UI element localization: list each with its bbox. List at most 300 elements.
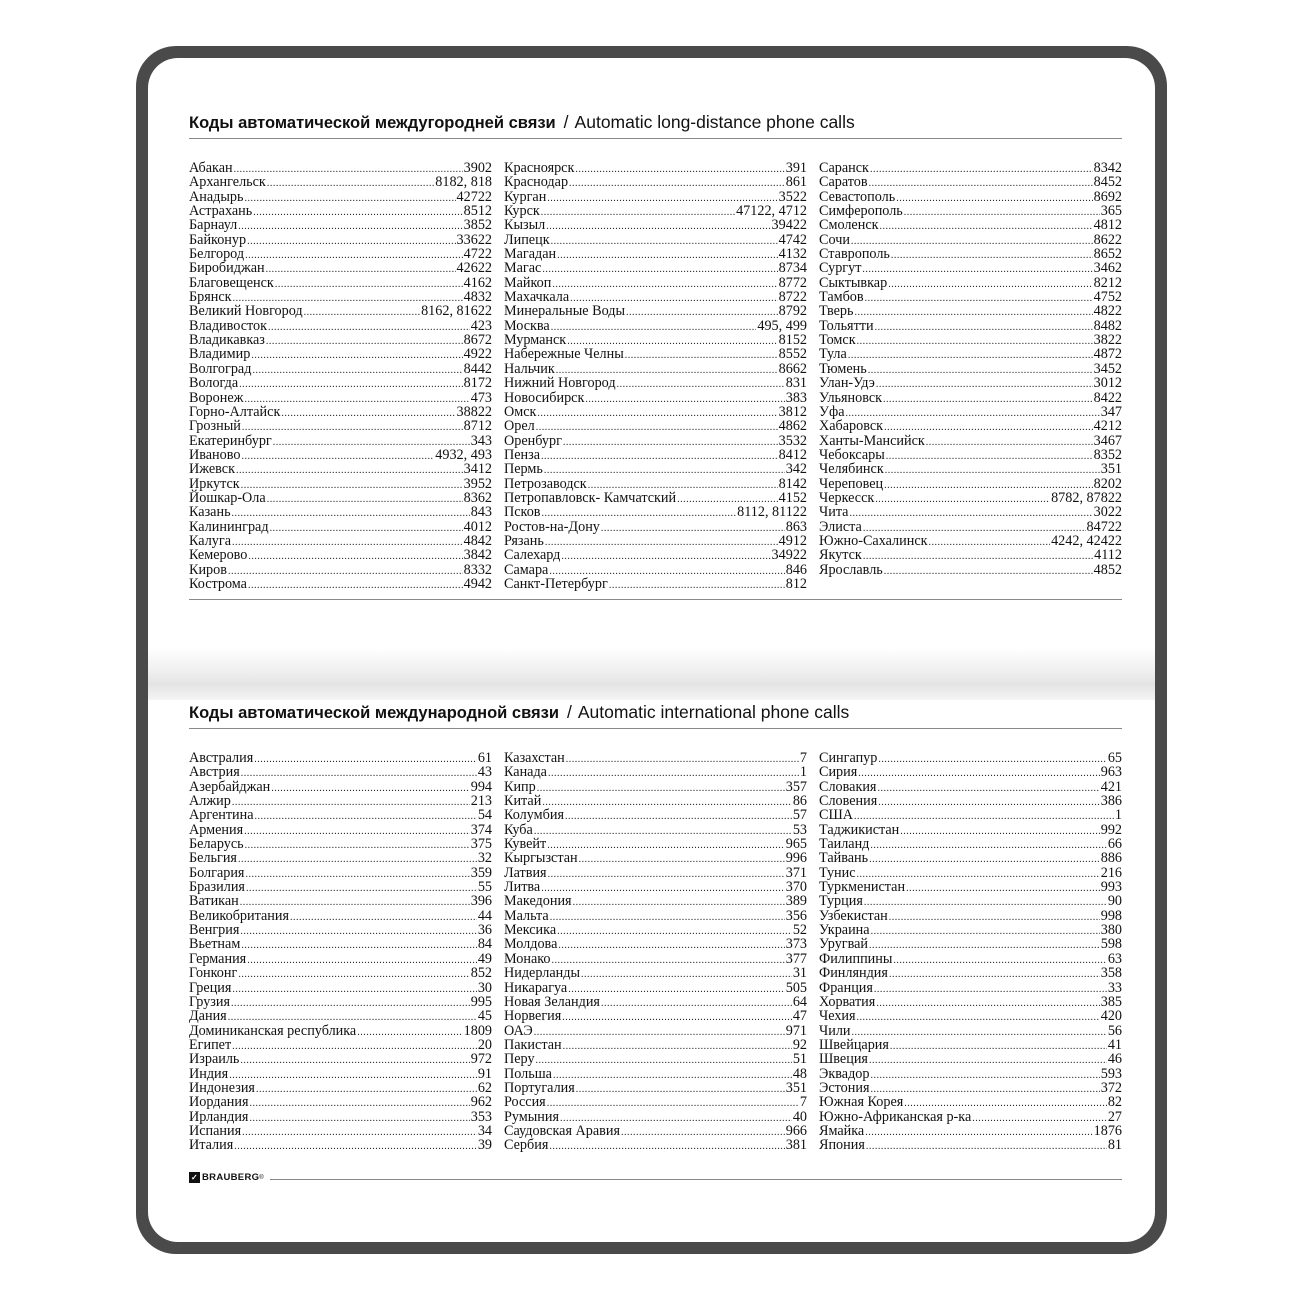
entry-code: 359 (470, 864, 492, 881)
entry-code: 1809 (463, 1022, 492, 1039)
entry-code: 30 (477, 979, 492, 996)
dot-leader (863, 550, 1093, 564)
entry-name: Южно-Африканская р-ка (819, 1108, 972, 1125)
entry-name: Ханты-Мансийск (819, 432, 925, 449)
list-item (819, 880, 1122, 894)
entry-name: Набережные Челны (504, 346, 624, 363)
entry-name: Уфа (819, 403, 845, 420)
list-item (189, 794, 492, 808)
dot-leader (569, 177, 785, 191)
title-separator: / (563, 112, 569, 132)
entry-name: Салехард (504, 547, 561, 564)
dot-leader (255, 810, 477, 824)
entry-code: 1 (799, 764, 807, 781)
dot-leader (876, 378, 1093, 392)
list-item (819, 1124, 1122, 1138)
entry-name: Орел (504, 418, 535, 435)
entry-name: Австрия (189, 764, 240, 781)
dot-leader (241, 939, 477, 953)
list-item (189, 405, 492, 419)
list-item (819, 247, 1122, 261)
list-item (189, 376, 492, 390)
entry-code: 42722 (456, 188, 492, 205)
entry-code: 3522 (778, 188, 807, 205)
entry-code: 54 (477, 807, 492, 824)
entry-name: Архангельск (189, 174, 266, 191)
entry-code: 39 (477, 1137, 492, 1154)
dot-leader (877, 782, 1099, 796)
dot-leader (546, 220, 770, 234)
entry-name: Самара (504, 561, 549, 578)
entry-code: 8734 (778, 260, 807, 277)
dot-leader (854, 306, 1092, 320)
dot-leader (869, 1054, 1107, 1068)
dot-leader (866, 1140, 1107, 1154)
dot-leader (240, 925, 476, 939)
dot-leader (579, 853, 785, 867)
dot-leader (549, 1140, 784, 1154)
list-item (504, 751, 807, 765)
entry-name: Куба (504, 821, 533, 838)
entry-code: 3467 (1093, 432, 1122, 449)
list-item (504, 894, 807, 908)
list-item (819, 1081, 1122, 1095)
entry-code: 8622 (1093, 231, 1122, 248)
dot-leader (575, 163, 784, 177)
list-item (819, 477, 1122, 491)
list-item (819, 866, 1122, 880)
footer-rule (270, 1179, 1122, 1180)
list-item (189, 780, 492, 794)
entry-name: Бразилия (189, 879, 245, 896)
entry-name: Китай (504, 793, 542, 810)
dot-leader (267, 493, 463, 507)
entry-code: 65 (1107, 750, 1122, 766)
entry-name: Германия (189, 950, 247, 967)
entry-code: 863 (785, 518, 807, 535)
entry-code: 962 (470, 1094, 492, 1111)
dot-leader (534, 1026, 785, 1040)
dot-leader (875, 321, 1093, 335)
entry-code: 34 (477, 1122, 492, 1139)
entry-name: Уругвай (819, 936, 869, 953)
entry-code: 495, 499 (757, 317, 807, 334)
list-item (504, 290, 807, 304)
list-item (504, 548, 807, 562)
entry-code: 971 (785, 1022, 807, 1039)
list-item (504, 247, 807, 261)
entry-code: 4242, 42422 (1051, 532, 1122, 549)
dot-leader (869, 853, 1100, 867)
list-item (819, 391, 1122, 405)
entry-name: Махачкала (504, 289, 570, 306)
list-item (504, 319, 807, 333)
entry-name: Казахстан (504, 750, 565, 766)
list-item (504, 794, 807, 808)
entry-name: Чили (819, 1022, 851, 1039)
brand-logo (189, 1172, 264, 1183)
list-item (189, 477, 492, 491)
dot-leader (547, 1097, 799, 1111)
dot-leader (541, 206, 735, 220)
entry-name: Узбекистан (819, 907, 888, 924)
entry-code: 965 (785, 836, 807, 853)
entry-code: 972 (470, 1051, 492, 1068)
list-item (819, 520, 1122, 534)
entry-name: Челябинск (819, 461, 884, 478)
entry-name: Липецк (504, 231, 550, 248)
entry-name: Нижний Новгород (504, 375, 616, 392)
entry-name: Чехия (819, 1008, 856, 1025)
list-item (819, 276, 1122, 290)
dot-leader (566, 753, 799, 767)
list-item (189, 520, 492, 534)
list-item (819, 937, 1122, 951)
entry-code: 55 (477, 879, 492, 896)
dot-leader (542, 263, 777, 277)
dot-leader (271, 782, 469, 796)
dot-leader (552, 954, 785, 968)
entry-name: Финляндия (819, 965, 888, 982)
entry-code: 8112, 81122 (737, 504, 807, 521)
dot-leader (926, 436, 1093, 450)
entry-name: Словакия (819, 778, 877, 795)
list-item (189, 505, 492, 519)
entry-code: 8182, 818 (435, 174, 492, 191)
entry-name: Монако (504, 950, 551, 967)
domestic-section (189, 112, 1122, 592)
dot-leader (542, 796, 791, 810)
dot-leader (878, 796, 1099, 810)
entry-code: 356 (785, 907, 807, 924)
dot-leader (857, 1011, 1100, 1025)
entry-name: Греция (189, 979, 232, 996)
dot-leader (248, 579, 463, 593)
dot-leader (253, 206, 462, 220)
dot-leader (536, 1054, 792, 1068)
entry-name: Тольятти (819, 317, 874, 334)
entry-name: Сочи (819, 231, 850, 248)
entry-name: Гонконг (189, 965, 238, 982)
entry-code: 38822 (456, 403, 492, 420)
entry-code: 992 (1100, 821, 1122, 838)
entry-code: 8782, 87822 (1051, 489, 1122, 506)
dot-leader (568, 983, 784, 997)
list-item (504, 1009, 807, 1023)
entry-name: Швеция (819, 1051, 868, 1068)
dot-leader (238, 220, 462, 234)
list-item (189, 161, 492, 175)
list-item (504, 966, 807, 980)
entry-name: Курган (504, 188, 547, 205)
dot-leader (249, 1112, 469, 1126)
entry-code: 381 (785, 1137, 807, 1154)
entry-code: 45 (477, 1008, 492, 1025)
entry-code: 84 (477, 936, 492, 953)
entry-name: Россия (504, 1094, 546, 1111)
entry-name: Македония (504, 893, 572, 910)
dot-leader (238, 853, 477, 867)
list-item (189, 1095, 492, 1109)
list-item (504, 477, 807, 491)
list-item (819, 491, 1122, 505)
dot-leader (238, 968, 469, 982)
dot-leader (537, 782, 785, 796)
entry-name: Великий Новгород (189, 303, 303, 320)
entry-code: 66 (1107, 836, 1122, 853)
entry-name: Кызыл (504, 217, 546, 234)
entry-name: Австралия (189, 750, 254, 766)
entry-code: 4212 (1093, 418, 1122, 435)
entry-name: Эквадор (819, 1065, 870, 1082)
dot-leader (929, 536, 1051, 550)
international-column-3 (819, 751, 1122, 1153)
entry-code: 56 (1107, 1022, 1122, 1039)
dot-leader (244, 192, 455, 206)
entry-code: 375 (470, 836, 492, 853)
entry-name: Канада (504, 764, 547, 781)
entry-name: Тула (819, 346, 847, 363)
entry-code: 371 (785, 864, 807, 881)
entry-name: Болгария (189, 864, 245, 881)
domestic-column-1 (189, 161, 492, 591)
dot-leader (626, 306, 778, 320)
entry-code: 8662 (778, 360, 807, 377)
entry-code: 8512 (463, 203, 492, 220)
dot-leader (972, 1112, 1107, 1126)
entry-name: Ярославль (819, 561, 883, 578)
entry-name: Ижевск (189, 461, 235, 478)
list-item (189, 1038, 492, 1052)
entry-code: 994 (470, 778, 492, 795)
entry-code: 377 (785, 950, 807, 967)
entry-code: 8212 (1093, 274, 1122, 291)
entry-name: Казань (189, 504, 231, 521)
list-item (189, 548, 492, 562)
list-item (504, 765, 807, 779)
entry-name: Италия (189, 1137, 234, 1154)
entry-name: Чита (819, 504, 849, 521)
list-item (819, 780, 1122, 794)
entry-name: Хорватия (819, 993, 876, 1010)
list-item (504, 1124, 807, 1138)
dot-leader (247, 235, 455, 249)
entry-code: 886 (1100, 850, 1122, 867)
list-item (189, 419, 492, 433)
entry-code: 3412 (463, 461, 492, 478)
list-item (504, 995, 807, 1009)
entry-name: Омск (504, 403, 537, 420)
list-item (504, 362, 807, 376)
list-item (189, 909, 492, 923)
list-item (504, 880, 807, 894)
entry-code: 4942 (463, 575, 492, 592)
list-item (819, 419, 1122, 433)
list-item (504, 233, 807, 247)
list-item (504, 448, 807, 462)
dot-leader (232, 983, 476, 997)
entry-name: Бельгия (189, 850, 237, 867)
dot-leader (576, 1083, 785, 1097)
dot-leader (601, 522, 785, 536)
dot-leader (609, 579, 785, 593)
entry-name: Санкт-Петербург (504, 575, 608, 592)
entry-code: 86 (792, 793, 807, 810)
entry-code: 8412 (778, 446, 807, 463)
international-column-2 (504, 751, 807, 1153)
dot-leader (563, 436, 778, 450)
list-item (819, 505, 1122, 519)
entry-code: 90 (1107, 893, 1122, 910)
page-fold (148, 648, 1155, 700)
international-title (189, 702, 1122, 729)
entry-code: 812 (785, 575, 807, 592)
entry-code: 3822 (1093, 332, 1122, 349)
entry-code: 4742 (778, 231, 807, 248)
entry-name: Байконур (189, 231, 247, 248)
list-item (819, 376, 1122, 390)
check-mark-icon: ✓ (190, 1173, 198, 1182)
list-item (819, 290, 1122, 304)
entry-name: Португалия (504, 1079, 575, 1096)
entry-code: 62 (477, 1079, 492, 1096)
dot-leader (889, 911, 1100, 925)
entry-name: Кострома (189, 575, 247, 592)
list-item (189, 276, 492, 290)
list-item (504, 808, 807, 822)
entry-code: 3532 (778, 432, 807, 449)
dot-leader (548, 767, 799, 781)
dot-leader (870, 1083, 1099, 1097)
entry-code: 63 (1107, 950, 1122, 967)
entry-name: Польша (504, 1065, 552, 1082)
dot-leader (548, 868, 785, 882)
list-item (189, 1024, 492, 1038)
entry-name: Грозный (189, 418, 241, 435)
entry-name: Волгоград (189, 360, 252, 377)
entry-name: Таиланд (819, 836, 870, 853)
entry-code: 8452 (1093, 174, 1122, 191)
entry-name: Ирландия (189, 1108, 249, 1125)
entry-code: 831 (785, 375, 807, 392)
dot-leader (849, 507, 1092, 521)
domestic-bottom-rule (189, 599, 1122, 600)
entry-code: 53 (792, 821, 807, 838)
dot-leader (551, 235, 778, 249)
list-item (504, 333, 807, 347)
entry-code: 4152 (778, 489, 807, 506)
list-item (819, 347, 1122, 361)
list-item (189, 347, 492, 361)
entry-name: Турция (819, 893, 863, 910)
dot-leader (241, 479, 463, 493)
list-item (504, 563, 807, 577)
registered-mark: ® (259, 1174, 265, 1181)
entry-code: 48 (792, 1065, 807, 1082)
list-item (504, 866, 807, 880)
list-item (504, 462, 807, 476)
list-item (819, 190, 1122, 204)
entry-code: 4862 (778, 418, 807, 435)
entry-name: Алжир (189, 793, 231, 810)
entry-name: Латвия (504, 864, 547, 881)
list-item (189, 434, 492, 448)
list-item (819, 837, 1122, 851)
list-item (819, 434, 1122, 448)
entry-name: Череповец (819, 475, 884, 492)
entry-code: 43 (477, 764, 492, 781)
dot-leader (562, 1011, 792, 1025)
entry-name: Биробиджан (189, 260, 265, 277)
list-item (189, 391, 492, 405)
list-item (504, 175, 807, 189)
list-item (504, 837, 807, 851)
dot-leader (864, 896, 1107, 910)
dot-leader (904, 206, 1100, 220)
list-item (189, 823, 492, 837)
entry-name: Петрозаводск (504, 475, 587, 492)
list-item (504, 937, 807, 951)
entry-code: 374 (470, 821, 492, 838)
entry-name: Аргентина (189, 807, 254, 824)
entry-name: Владивосток (189, 317, 267, 334)
entry-name: Перу (504, 1051, 535, 1068)
dot-leader (247, 954, 477, 968)
entry-code: 993 (1100, 879, 1122, 896)
entry-code: 996 (785, 850, 807, 867)
entry-code: 4112 (1094, 547, 1122, 564)
dot-leader (870, 1069, 1099, 1083)
entry-name: Кувейт (504, 836, 547, 853)
entry-code: 39422 (771, 217, 807, 234)
entry-code: 216 (1100, 864, 1122, 881)
entry-name: Мексика (504, 922, 557, 939)
entry-code: 8652 (1093, 246, 1122, 263)
entry-name: Новая Зеландия (504, 993, 600, 1010)
entry-name: Симферополь (819, 203, 903, 220)
entry-code: 4932, 493 (435, 446, 492, 463)
dot-leader (862, 263, 1092, 277)
entry-code: 4132 (778, 246, 807, 263)
list-item (819, 1024, 1122, 1038)
entry-name: Кипр (504, 778, 536, 795)
entry-code: 963 (1100, 764, 1122, 781)
dot-leader (229, 1069, 477, 1083)
entry-code: 8672 (463, 332, 492, 349)
list-item (189, 866, 492, 880)
dot-leader (893, 954, 1106, 968)
entry-code: 64 (792, 993, 807, 1010)
dot-leader (241, 767, 477, 781)
dot-leader (558, 939, 784, 953)
dot-leader (254, 753, 477, 767)
entry-code: 8152 (778, 332, 807, 349)
dot-leader (557, 925, 792, 939)
dot-leader (236, 464, 463, 478)
dot-leader (541, 450, 778, 464)
entry-code: 351 (785, 1079, 807, 1096)
entry-name: Вьетнам (189, 936, 241, 953)
entry-name: Тайвань (819, 850, 869, 867)
list-item (189, 190, 492, 204)
entry-code: 966 (785, 1122, 807, 1139)
list-item (819, 1095, 1122, 1109)
list-item (189, 1124, 492, 1138)
dot-leader (557, 249, 777, 263)
entry-code: 995 (470, 993, 492, 1010)
entry-name: Хабаровск (819, 418, 884, 435)
entry-name: Южная Корея (819, 1094, 904, 1111)
